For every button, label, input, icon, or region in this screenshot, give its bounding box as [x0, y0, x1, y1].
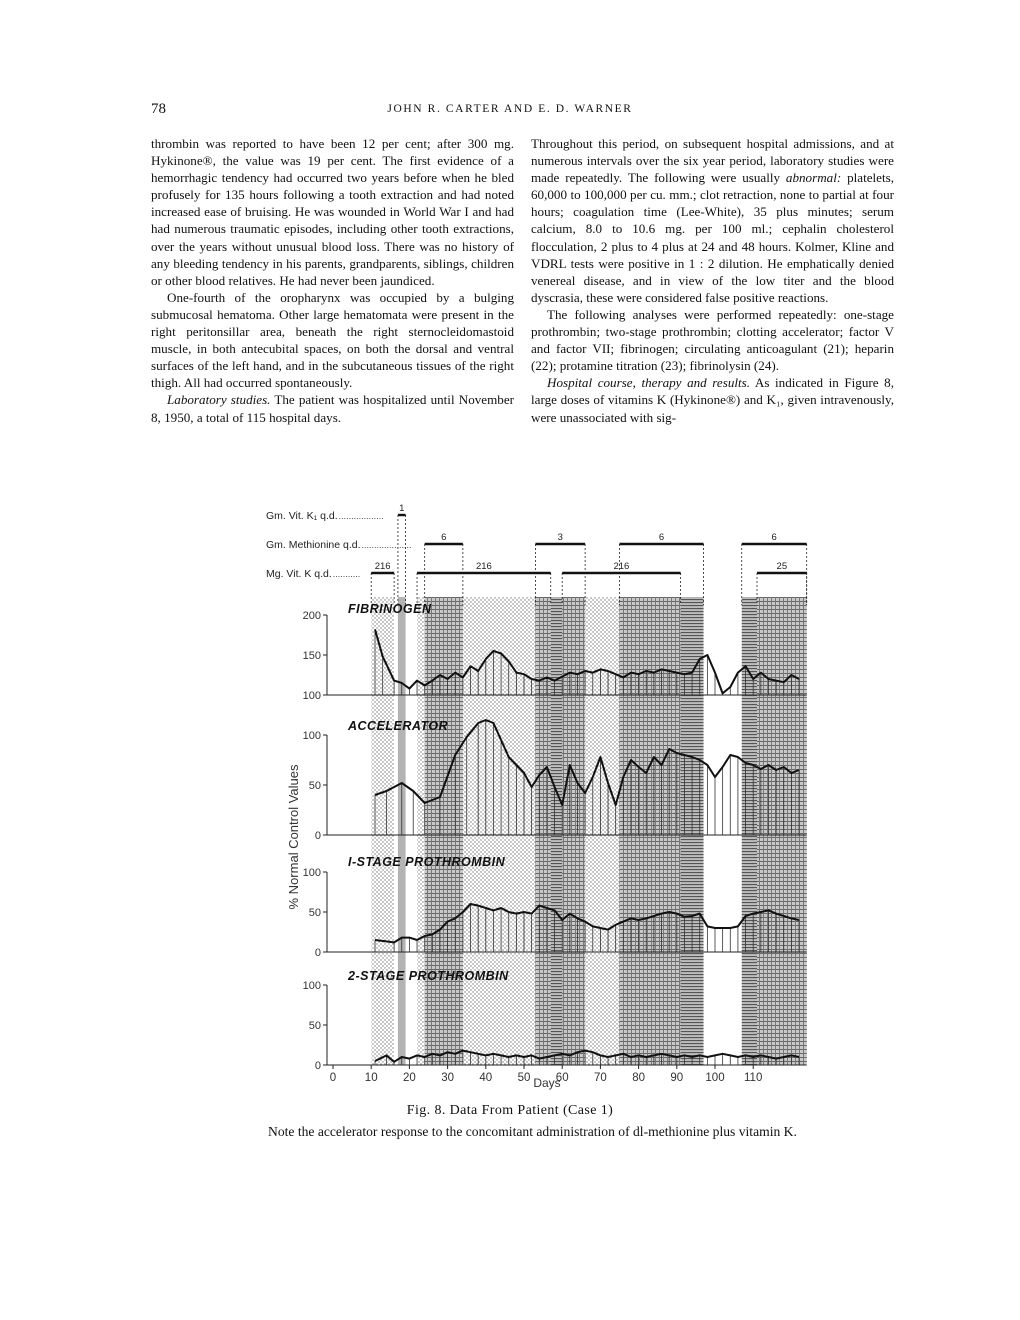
treatment-dose-2-0: 216 — [374, 561, 391, 572]
panel-title-0: FIBRINOGEN — [348, 602, 432, 616]
abnormal-emphasis: abnormal: — [785, 170, 842, 186]
treatment-label-1: Gm. Methionine q.d. — [266, 539, 361, 551]
x-tick-label-1: 10 — [364, 1072, 378, 1084]
chart-svg — [258, 497, 786, 1097]
panel-title-1: ACCELERATOR — [348, 719, 449, 733]
panel-title-3: 2-STAGE PROTHROMBIN — [348, 969, 509, 983]
treatment-label-0: Gm. Vit. K₁ q.d. — [266, 510, 338, 522]
overlap-shading-2-2 — [620, 597, 681, 1065]
running-head: JOHN R. CARTER AND E. D. WARNER — [387, 103, 633, 115]
left-column — [151, 135, 514, 426]
figure-note: Note the accelerator response to the concomitant administration of dl-methionine plus vitamin K. — [268, 1124, 797, 1139]
x-tick-label-0: 0 — [329, 1072, 337, 1084]
treatment-dose-1-3: 6 — [771, 532, 777, 543]
treatment-leader-2: ........... — [332, 569, 361, 579]
right-paragraph-3 — [531, 374, 894, 425]
x-axis-label: Days — [533, 1076, 561, 1090]
panel-title-2: I-STAGE PROTHROMBIN — [348, 855, 506, 869]
panel-ytick-label-1-2: 100 — [302, 730, 321, 742]
treatment-dose-2-2: 216 — [613, 561, 630, 572]
panel-ytick-label-1-1: 50 — [308, 780, 321, 792]
treatment-leader-1: .................... — [361, 540, 412, 550]
overlap-shading-1-2 — [562, 597, 585, 1065]
figure-caption: Fig. 8. Data From Patient (Case 1) — [406, 1103, 614, 1118]
page-number: 78 — [151, 101, 166, 117]
treatment-shading — [371, 597, 806, 1065]
treatment-dose-0-0: 1 — [399, 503, 405, 514]
treatment-bars — [266, 503, 807, 605]
right-p1-part-b: platelets, 60,000 to 100,000 per cu. mm.; clot retraction, none to partial at four hours; coagulation time (Lee-White), 35 plus minutes; serum calcium, 8.0 to 10.6 mg. per 100 ml.; cephalin cholesterol flocculation, 2 plus to 4 plus at 24 and 48 hours. Kolmer, Kline and VDRL tests were positive in 1 : 2 dilution. He emphatically denied venereal disease, and in view of the low titer and the blood dyscrasia, these were considered false positive reactions. — [531, 170, 894, 305]
treatment-dose-2-3: 25 — [776, 561, 788, 572]
x-tick-label-4: 40 — [479, 1072, 493, 1084]
left-paragraph-2: One-fourth of the oropharynx was occupied by a bulging submucosal hematoma. Other large hematomata were present in the right peritonsillar area, beneath the right sternocleidomastoid muscle, in both antecubital spaces, on both the dorsal and ventral surfaces of the left hand, and in the subcutaneous tissues of the right thigh. All had occurred spontaneously. — [151, 289, 514, 391]
treatment-dose-2-1: 216 — [475, 561, 492, 572]
panel-ytick-label-3-2: 100 — [302, 980, 321, 992]
treatment-leader-0: .................. — [338, 511, 384, 521]
overlap-shading-0-1 — [425, 597, 463, 1065]
x-tick-label-7: 70 — [594, 1072, 607, 1084]
x-tick-label-10: 100 — [705, 1072, 725, 1084]
left-paragraph-1: thrombin was reported to have been 12 per cent; after 300 mg. Hykinone®, the value was 19 per cent. The first evidence of a hemorrhagic tendency had occurred two years before when he bled profusely for 135 hours following a tooth extraction and had noted increased ease of bruising. He was wounded in World War I and had had numerous traumatic episodes, including other tooth extractions, over the years without unusual blood loss. There was no history of any bleeding tendency in his parents, grandparents, siblings, children or other blood relatives. He had never been jaundiced. — [151, 136, 514, 288]
hospital-course-heading: Hospital course, therapy and results. — [547, 375, 751, 391]
x-tick-label-11: 110 — [744, 1072, 763, 1084]
panel-ytick-label-0-0: 100 — [302, 690, 321, 702]
panel-ytick-label-3-1: 50 — [308, 1020, 321, 1032]
x-tick-label-9: 90 — [670, 1072, 684, 1084]
figure-8-chart — [258, 497, 786, 1097]
right-paragraph-2: The following analyses were performed repeatedly: one-stage prothrombin; two-stage prothrombin; clotting accelerator; factor V and factor VII; fibrinogen; circulating anticoagulant (21); heparin (22); protamine titration (23); fibrinolysin (24). — [531, 306, 894, 374]
treatment-label-2: Mg. Vit. K q.d. — [266, 568, 332, 580]
treatment-dose-1-0: 6 — [441, 532, 447, 543]
hospital-course-text: As indicated in Figure 8, large doses of vitamins K (Hykinone®) and K₁, given intravenously, were unassociated with sig- — [531, 375, 894, 425]
x-tick-label-2: 20 — [403, 1072, 416, 1084]
panel-ytick-label-2-1: 50 — [308, 907, 321, 919]
panel-ytick-label-2-0: 0 — [314, 947, 321, 959]
panel-ytick-label-2-2: 100 — [302, 867, 321, 879]
x-tick-label-3: 30 — [441, 1072, 454, 1084]
panel-ytick-label-0-1: 150 — [302, 650, 321, 662]
panel-ytick-label-3-0: 0 — [314, 1060, 321, 1072]
right-p1-part-a: Throughout this period, on subsequent hospital admissions, and at numerous intervals over the six year period, laboratory studies were made repeatedly. The following were usually — [531, 136, 894, 186]
right-column — [531, 135, 894, 426]
right-paragraph-1 — [531, 135, 894, 306]
treatment-dose-1-2: 6 — [658, 532, 665, 543]
x-tick-label-6: 60 — [555, 1072, 569, 1084]
panel-ytick-label-1-0: 0 — [314, 830, 321, 842]
laboratory-studies-text: The patient was hospitalized until November 8, 1950, a total of 115 hospital days. — [151, 392, 514, 425]
panel-ytick-label-0-2: 200 — [302, 610, 321, 622]
left-paragraph-3 — [151, 391, 514, 425]
y-axis-label: % Normal Control Values — [286, 764, 301, 910]
laboratory-studies-heading: Laboratory studies. — [167, 392, 271, 408]
x-tick-label-5: 50 — [517, 1072, 531, 1084]
treatment-dose-1-1: 3 — [557, 532, 563, 543]
x-tick-label-8: 80 — [632, 1072, 645, 1084]
overlap-shading-1-1 — [535, 597, 550, 1065]
